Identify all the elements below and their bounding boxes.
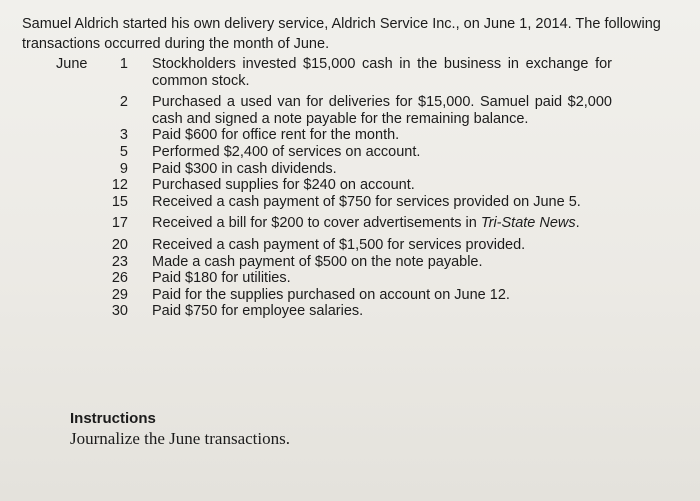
newspaper-name: Tri-State News bbox=[480, 215, 576, 232]
transaction-text: Purchased supplies for $240 on account. bbox=[152, 177, 415, 194]
transaction-day: 9 bbox=[119, 160, 128, 177]
transaction-text bbox=[152, 215, 612, 232]
transaction-row bbox=[0, 127, 700, 144]
transaction-row bbox=[0, 237, 700, 254]
transaction-row bbox=[0, 303, 700, 320]
transaction-text: Performed $2,400 of services on account. bbox=[152, 143, 421, 160]
transaction-row bbox=[0, 270, 700, 287]
transaction-row bbox=[0, 254, 700, 271]
transaction-text: Paid for the supplies purchased on account on June 12. bbox=[152, 286, 510, 303]
transaction-day: 17 bbox=[111, 215, 128, 232]
transaction-row bbox=[0, 287, 700, 304]
transaction-row bbox=[0, 194, 700, 211]
instructions-heading: Instructions bbox=[70, 410, 156, 427]
month-label: June bbox=[56, 56, 88, 72]
transaction-row bbox=[0, 215, 700, 232]
transaction-text-part: . bbox=[575, 215, 580, 232]
transaction-row bbox=[0, 177, 700, 194]
transaction-day: 15 bbox=[111, 193, 128, 210]
transaction-text: Paid $180 for utilities. bbox=[152, 270, 291, 287]
transaction-row bbox=[0, 144, 700, 161]
transaction-day: 26 bbox=[111, 270, 128, 287]
transaction-list bbox=[0, 56, 700, 320]
transaction-row bbox=[0, 94, 700, 127]
transaction-text: Purchased a used van for deliveries for $15,000. Samuel paid $2,000 cash and signed a note payable for the remaining balance. bbox=[152, 94, 612, 127]
transaction-text-part: Received a bill for $200 to cover advertisements in bbox=[152, 215, 481, 232]
transaction-day: 20 bbox=[111, 236, 128, 253]
transaction-day: 3 bbox=[119, 127, 128, 144]
transaction-text: Paid $750 for employee salaries. bbox=[152, 303, 364, 320]
transaction-day: 5 bbox=[119, 143, 128, 160]
problem-intro: Samuel Aldrich started his own delivery service, Aldrich Service Inc., on June 1, 2014. The following transactions occurred during the month of June. bbox=[22, 16, 661, 52]
transaction-text: Paid $600 for office rent for the month. bbox=[152, 127, 400, 144]
instructions-section bbox=[70, 410, 290, 450]
transaction-day: 12 bbox=[111, 177, 128, 194]
transaction-text: Made a cash payment of $500 on the note payable. bbox=[152, 253, 483, 270]
instructions-text: Journalize the June transactions. bbox=[70, 429, 290, 448]
transaction-day: 30 bbox=[111, 303, 128, 320]
transaction-text: Paid $300 in cash dividends. bbox=[152, 160, 337, 177]
transaction-day: 1 bbox=[119, 56, 128, 72]
transaction-text: Received a cash payment of $1,500 for services provided. bbox=[152, 236, 526, 253]
transaction-text: Stockholders invested $15,000 cash in the business in exchange for common stock. bbox=[152, 56, 612, 89]
transaction-day: 29 bbox=[111, 286, 128, 303]
transaction-day: 2 bbox=[119, 94, 128, 111]
transaction-row bbox=[0, 56, 700, 89]
transaction-row bbox=[0, 161, 700, 178]
transaction-day: 23 bbox=[111, 253, 128, 270]
transaction-text: Received a cash payment of $750 for services provided on June 5. bbox=[152, 193, 581, 210]
